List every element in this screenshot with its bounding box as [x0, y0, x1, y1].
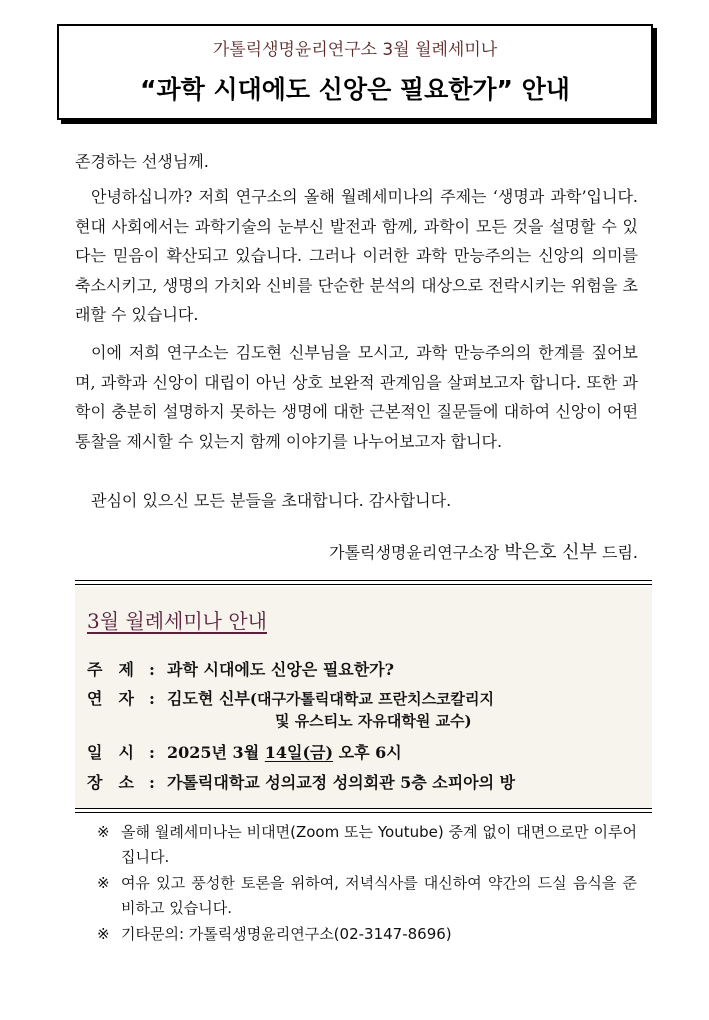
note-mark: ※ — [97, 874, 110, 892]
letter-paragraph-1: 안녕하십니까? 저희 연구소의 올해 월례세미나의 주제는 ‘생명과 과학’입니다. 현대 사회에서는 과학기술의 눈부신 발전과 함께, 과학이 모든 것을 설명할 수 있다는 믿음이 확산되고 있습니다. 그러나 이러한 과학 만능주의는 신앙의 의미를 축소시키고, 생명의 가치와 신비를 단순한 분석의 대상으로 전락시키는 위험을 초래할 수 있습니다. — [75, 187, 638, 324]
note-text: 올해 월례세미나는 비대면(Zoom 또는 Youtube) 중계 없이 대면으로만 이루어집니다. — [121, 823, 637, 866]
info-row-speaker — [87, 686, 494, 709]
date-pre: 2025년 3월 — [167, 743, 260, 762]
note-mark: ※ — [97, 823, 110, 841]
letter-greeting: 존경하는 선생님께. — [75, 152, 209, 171]
signature-suffix: 드림. — [602, 543, 638, 562]
colon: : — [149, 773, 155, 792]
colon: : — [149, 689, 155, 708]
info-row-date — [87, 740, 402, 763]
note-mark: ※ — [97, 925, 110, 943]
colon: : — [149, 743, 155, 762]
colon: : — [149, 660, 155, 679]
date-day: 14일(금) — [264, 743, 334, 762]
divider — [75, 584, 652, 585]
topic-label: 주 제 — [87, 660, 134, 679]
divider — [75, 580, 652, 581]
note-text: 여유 있고 풍성한 토론을 위하여, 저녁식사를 대신하여 약간의 드실 음식을 준비하고 있습니다. — [121, 874, 637, 917]
letter-paragraph-2: 이에 저희 연구소는 김도현 신부님을 모시고, 과학 만능주의의 한계를 짚어보며, 과학과 신앙이 대립이 아닌 상호 보완적 관계임을 살펴보고자 합니다. 또한 과학이 충분히 설명하지 못하는 생명에 대한 근본적인 질문들에 대하여 신앙이 어떤 통찰을 제시할 수 있는지 함께 이야기를 나누어보고자 합니다. — [75, 343, 638, 451]
note-item — [97, 922, 637, 947]
speaker-affiliation-2: 및 유스티노 자유대학원 교수) — [275, 712, 472, 730]
topic-value: 과학 시대에도 신앙은 필요한가? — [167, 660, 395, 679]
date-time: 오후 6시 — [338, 743, 402, 762]
divider — [75, 808, 652, 809]
date-label: 일 시 — [87, 743, 134, 762]
place-label: 장 소 — [87, 773, 134, 792]
seminar-info-box — [75, 587, 652, 808]
info-row-place — [87, 770, 515, 793]
letter-paragraph-3: 관심이 있으신 모든 분들을 초대합니다. 감사합니다. — [91, 491, 452, 510]
page-title: “과학 시대에도 신앙은 필요한가” 안내 — [140, 75, 570, 104]
note-item — [97, 871, 637, 920]
info-title: 3월 월례세미나 안내 — [87, 609, 267, 633]
speaker-name: 김도현 신부 — [167, 689, 250, 708]
place-value: 가톨릭대학교 성의교정 성의회관 5층 소피아의 방 — [167, 773, 516, 792]
header-subtitle: 가톨릭생명윤리연구소 3월 월례세미나 — [212, 40, 498, 60]
divider — [75, 812, 652, 813]
note-item — [97, 820, 637, 869]
contact-info: 기타문의: 가톨릭생명윤리연구소(02-3147-8696) — [121, 925, 452, 943]
notes-list — [97, 820, 637, 949]
signature-org: 가톨릭생명윤리연구소장 — [329, 543, 500, 562]
speaker-label: 연 자 — [87, 689, 134, 708]
speaker-affiliation-1: (대구가톨릭대학교 프란치스코칼리지 — [249, 690, 495, 708]
header-box — [57, 24, 653, 120]
signature — [329, 538, 638, 564]
info-row-topic — [87, 657, 394, 680]
signature-name: 박은호 신부 — [504, 542, 597, 563]
